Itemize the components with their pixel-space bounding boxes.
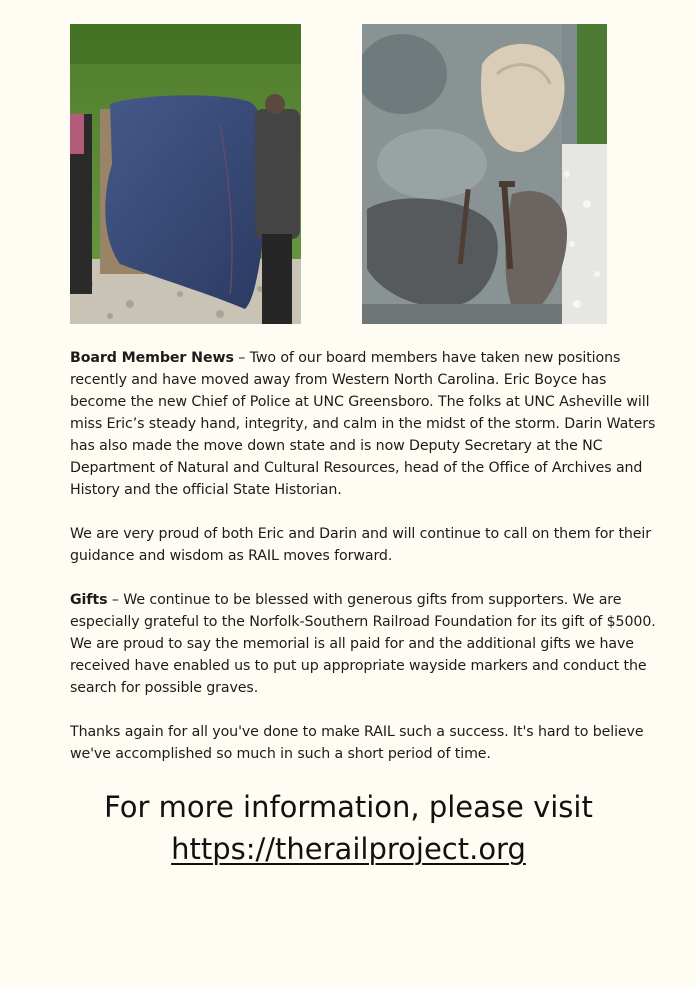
unveiling-image: [70, 24, 301, 324]
closing-line: For more information, please visit: [104, 790, 593, 824]
photo-unveiling: [70, 24, 301, 324]
proud-paragraph: [70, 523, 660, 567]
closing-link-wrapper: [0, 832, 697, 866]
gifts-heading: Gifts: [70, 592, 108, 608]
thanks-paragraph: [70, 721, 660, 765]
photo-spike-pillar: [362, 24, 607, 324]
board-member-news-heading: Board Member News: [70, 350, 234, 366]
gifts-body: – We continue to be blessed with generous gifts from supporters. We are especially grateful to the Norfolk-Southern Railroad Foundation for its gift of $5000. We are proud to say the memorial is all paid for and the additional gifts we have received have enabled us to put up appropriate wayside markers and conduct the search for possible graves.: [70, 592, 656, 696]
proud-body: We are very proud of both Eric and Darin and will continue to call on them for their guidance and wisdom as RAIL moves forward.: [70, 526, 651, 564]
gifts-paragraph: [70, 589, 660, 699]
board-member-news-paragraph: [70, 347, 660, 501]
spike-pillar-image: [362, 24, 607, 324]
board-member-news-body: – Two of our board members have taken new positions recently and have moved away from Western North Carolina. Eric Boyce has become the new Chief of Police at UNC Greensboro. The folks at UNC Asheville will miss Eric’s steady hand, integrity, and calm in the midst of the storm. Darin Waters has also made the move down state and is now Deputy Secretary at the NC Department of Natural and Cultural Resources, head of the Office of Archives and History and the official State Historian.: [70, 350, 656, 498]
thanks-body: Thanks again for all you've done to make RAIL such a success. It's hard to believe we've accomplished so much in such a short period of time.: [70, 724, 644, 762]
website-link[interactable]: https://therailproject.org: [171, 832, 526, 866]
